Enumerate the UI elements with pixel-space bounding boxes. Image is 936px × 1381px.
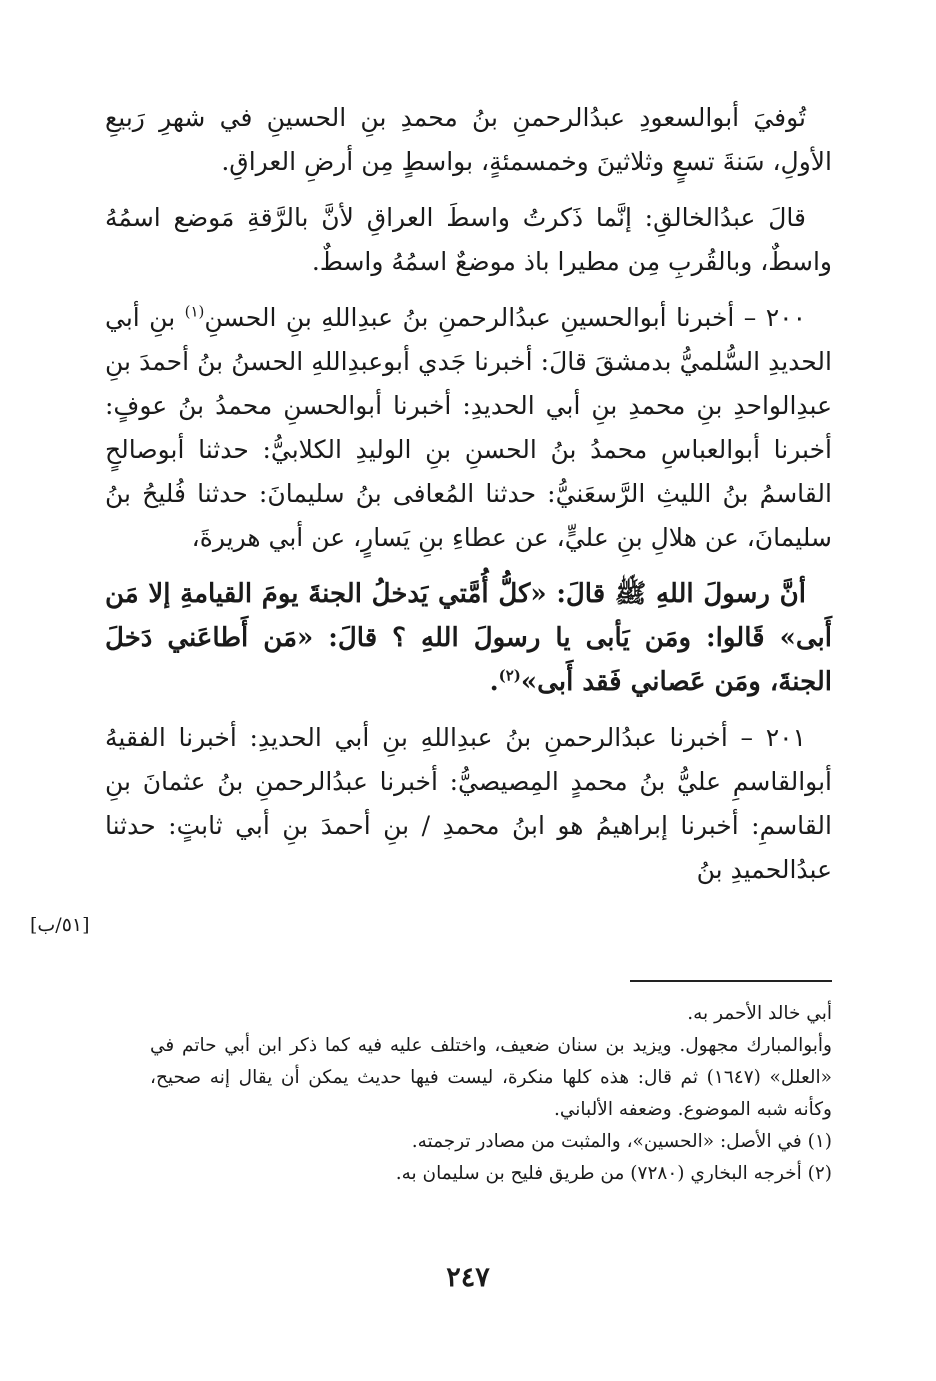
main-text (105, 96, 832, 904)
footnote-continuation-paragraph: وأبوالمبارك مجهول. ويزيد بن سنان ضعيف، واختلف عليه فيه كما ذكر ابن أبي حاتم في «العلل» (١٦٤٧) ثم قال: هذه كلها منكرة، ليست فيها حديث يمكن أن يقال إنه صحيح، وكأنه شبه الموضوع. وضعفه الألباني. (150, 1035, 832, 1120)
footnote-2: (٢) أخرجه البخاري (٧٢٨٠) من طريق فليح بن سليمان به. (395, 1163, 832, 1184)
footnotes (150, 998, 832, 1190)
hadith-tail: . (489, 667, 499, 697)
footnote-separator (630, 980, 832, 982)
paragraph-text-tail: بنِ أبي الحديدِ السُّلميُّ بدمشقَ قالَ: أخبرنا جَدي أبوعبدِاللهِ الحسنُ بنُ أحمدَ بنِ عبدِالواحدِ بنِ محمدِ بنِ أبي الحديدِ: أخبرنا أبوالحسنِ محمدُ بنُ عوفٍ: أخبرنا أبوالعباسِ محمدُ بنُ الحسنِ بنِ الوليدِ الكلابيُّ: حدثنا أبوصالحٍ القاسمُ بنُ الليثِ الرَّسعَنيُّ: حدثنا المُعافى بنُ سليمانَ: حدثنا فُليحُ بنُ سليمانَ، عن هلالِ بنِ عليٍّ، عن عطاءِ بنِ يَسارٍ، عن أبي هريرةَ، (105, 303, 832, 552)
footnote-continuation-line: أبي خالد الأحمر به. (687, 1003, 832, 1024)
manuscript-folio-marker: [٥١/ب] (30, 914, 90, 936)
paragraph-text: قالَ عبدُالخالقِ: إنَّما ذَكرتُ واسطَ العراقِ لأنَّ بالرَّقةِ مَوضع اسمُهُ واسطٌ، وبالقُربِ مِن مطيرا باذ موضعٌ اسمُهُ واسطٌ. (105, 203, 832, 276)
footnote-ref-1[interactable]: (١) (184, 302, 205, 321)
paragraph-abdulkhaliq-note (105, 196, 832, 284)
footnote-ref-2[interactable]: (٢) (498, 666, 521, 685)
hadith-text (105, 572, 832, 704)
page-number: ٢٤٧ (446, 1262, 490, 1293)
paragraph-text: ٢٠٠ – أخبرنا أبوالحسينِ عبدُالرحمنِ بنُ عبدِاللهِ بنِ الحسنِ (204, 303, 807, 332)
paragraph-text: ٢٠١ – أخبرنا عبدُالرحمنِ بنُ عبدِاللهِ بنِ أبي الحديدِ: أخبرنا الفقيهُ أبوالقاسمِ عليُّ بنُ محمدٍ المِصيصيُّ: أخبرنا عبدُالرحمنِ بنُ عثمانَ بنِ القاسمِ: أخبرنا إبراهيمُ هو ابنُ محمدِ / بنِ أحمدَ بنِ أبي ثابتٍ: حدثنا عبدُالحميدِ بنُ (105, 723, 832, 884)
footnote-1: (١) في الأصل: «الحسين»، والمثبت من مصادر ترجمته. (411, 1131, 832, 1152)
paragraph-death-note (105, 96, 832, 184)
paragraph-hadith-201-chain (105, 716, 832, 892)
hadith-body: أنَّ رسولَ اللهِ ﷺ قالَ: «كلُّ أُمَّتي يَدخلُ الجنةَ يومَ القيامةِ إلا مَن أَبى» قَالوا: ومَن يَأبى يا رسولَ اللهِ ؟ قالَ: «مَن أَطاعَني دَخلَ الجنةَ، ومَن عَصاني فَقد أَبى» (105, 579, 832, 697)
paragraph-hadith-200-chain (105, 296, 832, 560)
paragraph-text: تُوفيَ أبوالسعودِ عبدُالرحمنِ بنُ محمدِ بنِ الحسينِ في شهرِ رَبيعِ الأولِ، سَنةَ تسعٍ وثلاثينَ وخمسمئةٍ، بواسطٍ مِن أرضِ العراقِ. (105, 103, 832, 176)
